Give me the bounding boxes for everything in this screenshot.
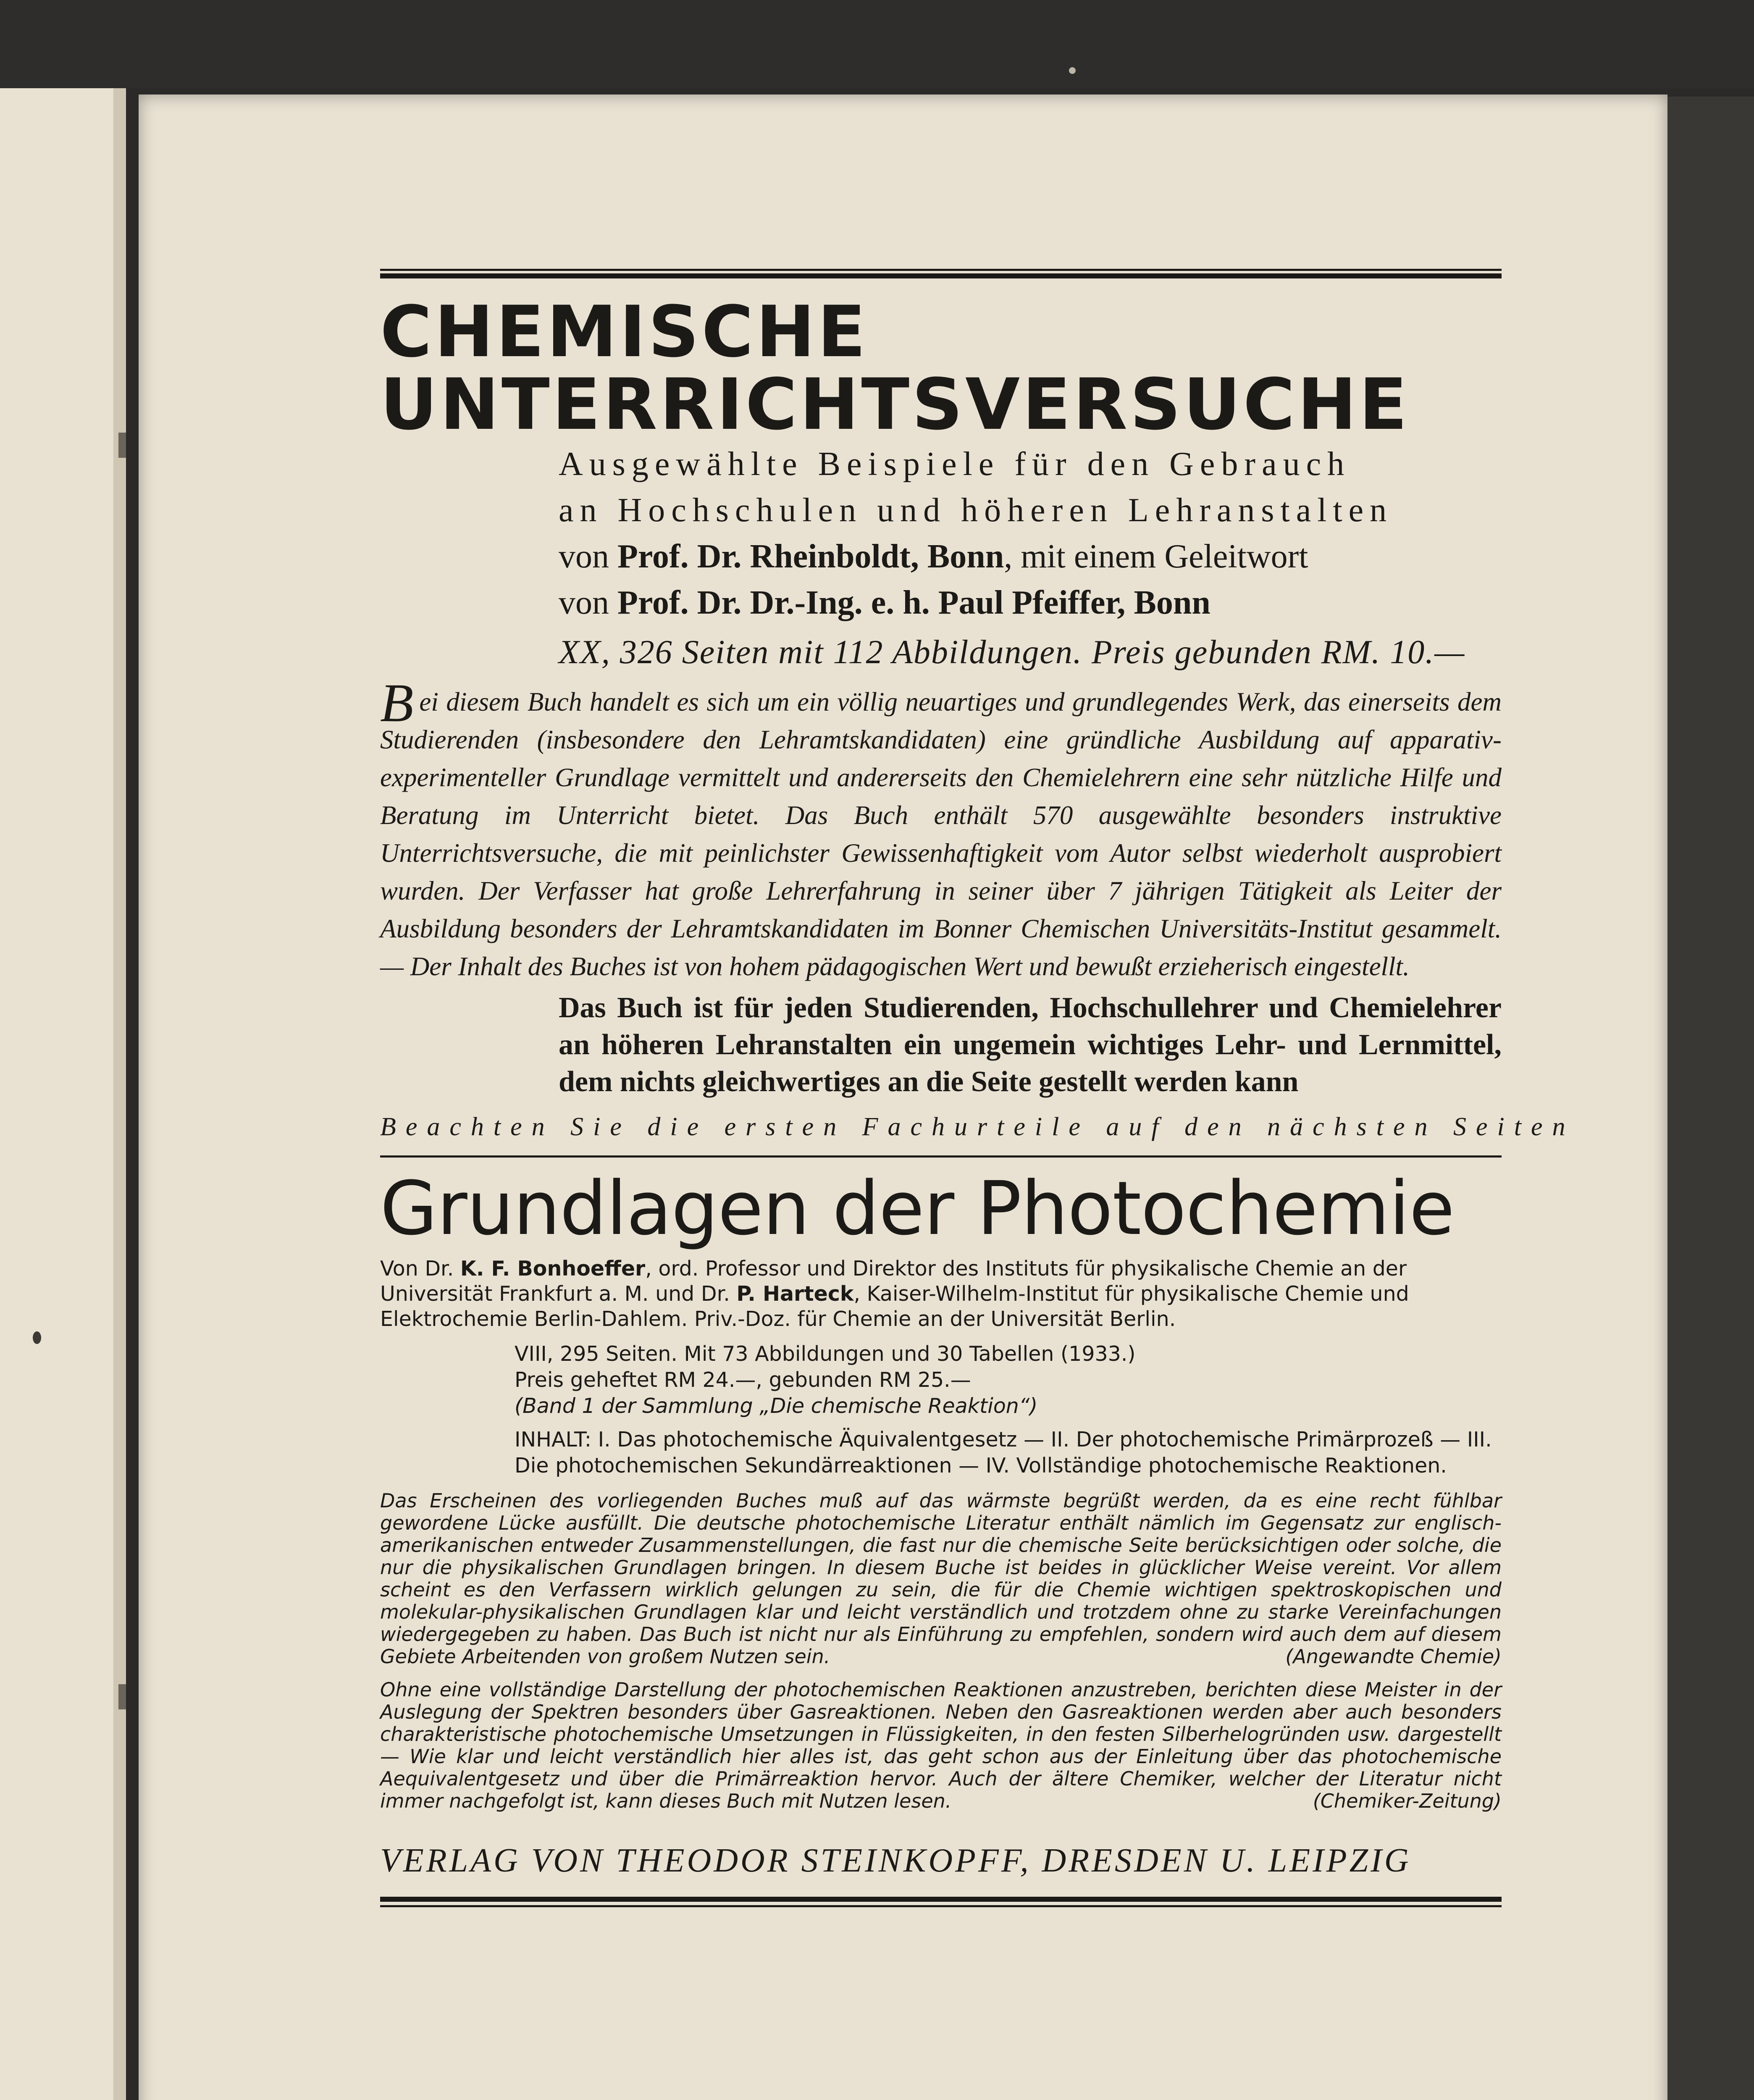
ad2-meta xyxy=(515,1341,1502,1419)
left-page-edge xyxy=(0,88,126,2100)
binding-hole xyxy=(33,1331,41,1344)
binding-mark xyxy=(118,433,126,458)
ad1-description-text: ei diesem Buch handelt es sich um ein völlig neuartiges und grundlegendes Werk, das einerseits dem Studierenden (insbesondere den Lehramtskandidaten) eine gründliche Ausbildung auf apparativ-experimenteller Grundlage vermittelt und andererseits den Chemielehrern eine sehr nützliche Hilfe und Beratung im Unterricht bietet. Das Buch enthält 570 ausgewählte besonders instruktive Unterrichtsversuche, die mit peinlichster Gewissenhaftigkeit vom Autor selbst wiederholt ausprobiert wurden. Der Verfasser hat große Lehrerfahrung in seiner über 7 jährigen Tätigkeit als Leiter der Ausbildung besonders der Lehramtskandidaten im Bonner Chemischen Universitäts-Institut gesammelt. — Der Inhalt des Buches ist von hohem pädagogischen Wert und bewußt erzieherisch eingestellt. xyxy=(380,687,1502,982)
ad-unterrichtsversuche xyxy=(380,291,1575,1142)
ad1-title-line1: CHEMISCHE xyxy=(380,291,868,373)
section-divider xyxy=(380,1155,1502,1158)
ad1-byline2 xyxy=(559,580,1502,626)
page-content xyxy=(380,269,1575,1909)
scan-background xyxy=(0,0,1754,88)
bottom-double-rule xyxy=(380,1897,1502,1909)
ad2-meta-series: (Band 1 der Sammlung „Die chemische Reaktion“) xyxy=(515,1394,1038,1418)
byline-suffix: , mit einem Geleitwort xyxy=(1004,538,1308,575)
ad1-description xyxy=(380,673,1502,985)
ad1-subtitle-line2: an Hochschulen und höheren Lehranstalten xyxy=(559,492,1393,529)
publisher-line: VERLAG VON THEODOR STEINKOPFF, DRESDEN U. LEIPZIG xyxy=(380,1842,1411,1879)
drop-cap: B xyxy=(380,673,414,734)
ad2-authors xyxy=(380,1256,1502,1332)
review-source: (Angewandte Chemie) xyxy=(1285,1645,1502,1668)
review-source: (Chemiker-Zeitung) xyxy=(1313,1789,1502,1812)
ad1-footer-note: Beachten Sie die ersten Fachurteile auf den nächsten Seiten xyxy=(380,1113,1575,1142)
byline-prefix: von xyxy=(559,538,617,575)
ad2-meta-pages: VIII, 295 Seiten. Mit 73 Abbildungen und 30 Tabellen (1933.) xyxy=(515,1341,1136,1366)
top-double-rule xyxy=(380,269,1502,279)
ad1-publication-info: XX, 326 Seiten mit 112 Abbildungen. Preis gebunden RM. 10.— xyxy=(559,634,1465,671)
foreword-author-name: Prof. Dr. Dr.-Ing. e. h. Paul Pfeiffer, Bonn xyxy=(617,584,1210,622)
ad-photochemie xyxy=(380,1166,1502,1812)
review-text: Das Erscheinen des vorliegenden Buches muß auf das wärmste begrüßt werden, da es eine recht fühlbar gewordene Lücke ausfüllt. Die deutsche photochemische Literatur enthält nämlich im Gegensatz zur englisch-amerikanischen entweder Zusammenstellungen, die fast nur die chemische Seite berücksichtigen oder solche, die nur die physikalischen Grundlagen bringen. In diesem Buche ist beides in glücklicher Weise vereint. Vor allem scheint es den Verfassern wirklich gelungen zu sein, die für die Chemie wichtigen spektroskopischen und molekular-physikalischen Grundlagen klar und leicht verständlich und trotzdem ohne zu starke Vereinfachungen wiedergegeben zu haben. Das Buch ist nicht nur als Einführung zu empfehlen, sondern wird auch dem auf diesem Gebiete Arbeitenden von großem Nutzen sein. xyxy=(380,1489,1502,1668)
ad1-title xyxy=(380,291,1502,446)
author-affiliation: , ord. Professor und Direktor des Instituts für physikalische Chemie an der Universität Frankfurt a. M. und Dr. xyxy=(380,1256,1407,1306)
author-name: Prof. Dr. Rheinboldt, Bonn xyxy=(617,538,1004,575)
authors-prefix: Von Dr. xyxy=(380,1256,460,1281)
ad1-byline1 xyxy=(559,533,1502,580)
author-name: P. Harteck xyxy=(736,1281,854,1306)
ad1-recommendation: Das Buch ist für jeden Studierenden, Hochschullehrer und Chemielehrer an höheren Lehranstalten ein ungemein wichtiges Lehr- und Lernmittel, dem nichts gleichwertiges an die Seite gestellt werden kann xyxy=(559,992,1502,1098)
ad2-title: Grundlagen der Photochemie xyxy=(380,1166,1455,1252)
review-text: Ohne eine vollständige Darstellung der photochemischen Reaktionen anzustreben, berichten diese Meister in der Auslegung der Spektren besonders über Gasreaktionen. Neben den Gasreaktionen werden aber auch besonders charakteristische photochemische Umsetzungen in Flüssigkeiten, in den festen Silberhelogründen usw. dargestellt — Wie klar und leicht verständlich hier alles ist, das geht schon aus der Einleitung über das photochemische Aequivalentgesetz und über die Primärreaktion hervor. Auch der ältere Chemiker, welcher der Literatur nicht immer nachgefolgt ist, kann dieses Buch mit Nutzen lesen. xyxy=(380,1678,1502,1812)
ad2-meta-price: Preis geheftet RM 24.—, gebunden RM 25.— xyxy=(515,1368,971,1392)
ad1-title-line2: UNTERRICHTSVERSUCHE xyxy=(380,363,1410,446)
binding-mark xyxy=(118,1684,126,1709)
ad2-review-angewandte xyxy=(380,1490,1502,1668)
page-gutter xyxy=(113,88,126,2100)
ad1-subtitle-line1: Ausgewählte Beispiele für den Gebrauch xyxy=(559,446,1351,483)
scan-speck xyxy=(1069,67,1076,74)
ad2-review-chemiker-zeitung xyxy=(380,1679,1502,1812)
author-affiliation: , Kaiser-Wilhelm-Institut für physikalische Chemie und Elektrochemie Berlin-Dahlem. Priv.-Doz. für Chemie an der Universität Berlin. xyxy=(380,1281,1409,1331)
ad2-contents: INHALT: I. Das photochemische Äquivalentgesetz — II. Der photochemische Primärprozeß — III. Die photochemischen Sekundärreaktionen — IV. Vollständige photochemische Reaktionen. xyxy=(515,1427,1492,1478)
byline-prefix: von xyxy=(559,584,617,622)
author-name: K. F. Bonhoeffer xyxy=(460,1256,646,1281)
right-page-edge xyxy=(1667,97,1754,2100)
